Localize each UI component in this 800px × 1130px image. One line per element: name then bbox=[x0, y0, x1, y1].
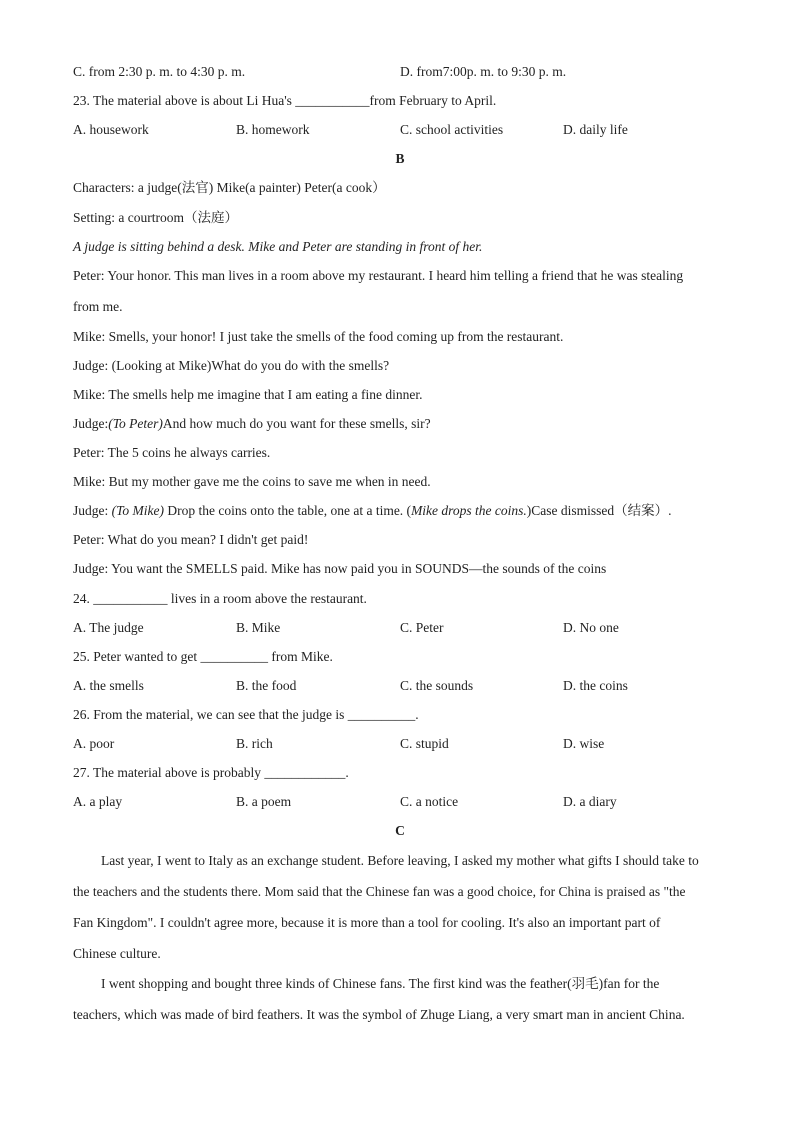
q24-stem: 24. ___________ lives in a room above the restaurant. bbox=[73, 591, 367, 606]
dialogue-line-9: Peter: What do you mean? I didn't get paid! bbox=[73, 532, 309, 547]
passage-c-p1-line1: Last year, I went to Italy as an exchange student. Before leaving, I asked my mother what gifts I should take to bbox=[101, 853, 699, 868]
dialogue-line-1-cont: from me. bbox=[73, 299, 123, 314]
q23-option-a: A. housework bbox=[73, 122, 149, 137]
dialogue-line-4: Mike: The smells help me imagine that I am eating a fine dinner. bbox=[73, 387, 423, 402]
q23-option-c: C. school activities bbox=[400, 122, 504, 137]
characters-line: Characters: a judge(法官) Mike(a painter) Peter(a cook） bbox=[73, 180, 386, 195]
dialogue-line-5 bbox=[73, 415, 431, 433]
q25-option-b: B. the food bbox=[236, 678, 297, 693]
dialogue-line-7: Mike: But my mother gave me the coins to save me when in need. bbox=[73, 474, 431, 489]
q25-options-row bbox=[73, 677, 733, 695]
passage-c-p2-line1: I went shopping and bought three kinds of Chinese fans. The first kind was the feather(羽毛)fan for the bbox=[101, 976, 660, 991]
q26-option-d: D. wise bbox=[563, 736, 605, 751]
dialogue-line-6: Peter: The 5 coins he always carries. bbox=[73, 445, 271, 460]
l5-speaker: Judge: bbox=[73, 416, 109, 431]
q25-stem: 25. Peter wanted to get __________ from Mike. bbox=[73, 649, 333, 664]
passage-c-p1-line3: Fan Kingdom". I couldn't agree more, because it is more than a tool for cooling. It's also an important part of bbox=[73, 915, 661, 930]
q27-option-c: C. a notice bbox=[400, 794, 459, 809]
q27-option-d: D. a diary bbox=[563, 794, 617, 809]
q24-options-row bbox=[73, 619, 733, 637]
q25-option-d: D. the coins bbox=[563, 678, 628, 693]
q26-option-c: C. stupid bbox=[400, 736, 449, 751]
passage-c-p2-line2: teachers, which was made of bird feathers. It was the symbol of Zhuge Liang, a very smart man in ancient China. bbox=[73, 1007, 685, 1022]
l5-direction: (To Peter) bbox=[108, 416, 163, 431]
setting-line: Setting: a courtroom（法庭） bbox=[73, 210, 238, 225]
l8-text: Drop the coins onto the table, one at a time. ( bbox=[164, 503, 412, 518]
dialogue-line-3: Judge: (Looking at Mike)What do you do with the smells? bbox=[73, 358, 390, 373]
dialogue-line-10: Judge: You want the SMELLS paid. Mike has now paid you in SOUNDS—the sounds of the coins bbox=[73, 561, 607, 576]
l8-direction-2: Mike drops the coins. bbox=[411, 503, 527, 518]
section-c-heading: C bbox=[395, 823, 405, 838]
q22-options-row bbox=[73, 63, 733, 81]
q22-option-c: C. from 2:30 p. m. to 4:30 p. m. bbox=[73, 64, 246, 79]
q25-option-a: A. the smells bbox=[73, 678, 144, 693]
q23-stem: 23. The material above is about Li Hua's ___________from February to April. bbox=[73, 93, 497, 108]
q24-option-d: D. No one bbox=[563, 620, 619, 635]
passage-c-p1-line2: the teachers and the students there. Mom said that the Chinese fan was a good choice, for China is praised as "the bbox=[73, 884, 686, 899]
q27-stem: 27. The material above is probably ____________. bbox=[73, 765, 349, 780]
q26-options-row bbox=[73, 735, 733, 753]
section-b-heading: B bbox=[395, 151, 405, 166]
stage-direction: A judge is sitting behind a desk. Mike and Peter are standing in front of her. bbox=[73, 239, 483, 254]
q24-option-a: A. The judge bbox=[73, 620, 144, 635]
q26-option-a: A. poor bbox=[73, 736, 115, 751]
l8-direction-1: (To Mike) bbox=[111, 503, 164, 518]
q24-option-c: C. Peter bbox=[400, 620, 444, 635]
l5-text: And how much do you want for these smells, sir? bbox=[162, 416, 431, 431]
dialogue-line-1: Peter: Your honor. This man lives in a room above my restaurant. I heard him telling a friend that he was stealing bbox=[73, 268, 684, 283]
l8-speaker: Judge: bbox=[73, 503, 112, 518]
dialogue-line-8 bbox=[73, 502, 672, 520]
l8-text-end: )Case dismissed（结案）. bbox=[526, 503, 672, 518]
q26-stem: 26. From the material, we can see that the judge is __________. bbox=[73, 707, 419, 722]
q23-option-b: B. homework bbox=[236, 122, 310, 137]
q24-option-b: B. Mike bbox=[236, 620, 281, 635]
q27-option-a: A. a play bbox=[73, 794, 123, 809]
dialogue-line-2: Mike: Smells, your honor! I just take the smells of the food coming up from the restaurant. bbox=[73, 329, 564, 344]
q27-options-row bbox=[73, 793, 733, 811]
q22-option-d: D. from7:00p. m. to 9:30 p. m. bbox=[400, 64, 567, 79]
q23-option-d: D. daily life bbox=[563, 122, 628, 137]
q25-option-c: C. the sounds bbox=[400, 678, 474, 693]
q27-option-b: B. a poem bbox=[236, 794, 292, 809]
passage-c-p1-line4: Chinese culture. bbox=[73, 946, 161, 961]
q23-options-row bbox=[73, 121, 733, 139]
q26-option-b: B. rich bbox=[236, 736, 273, 751]
